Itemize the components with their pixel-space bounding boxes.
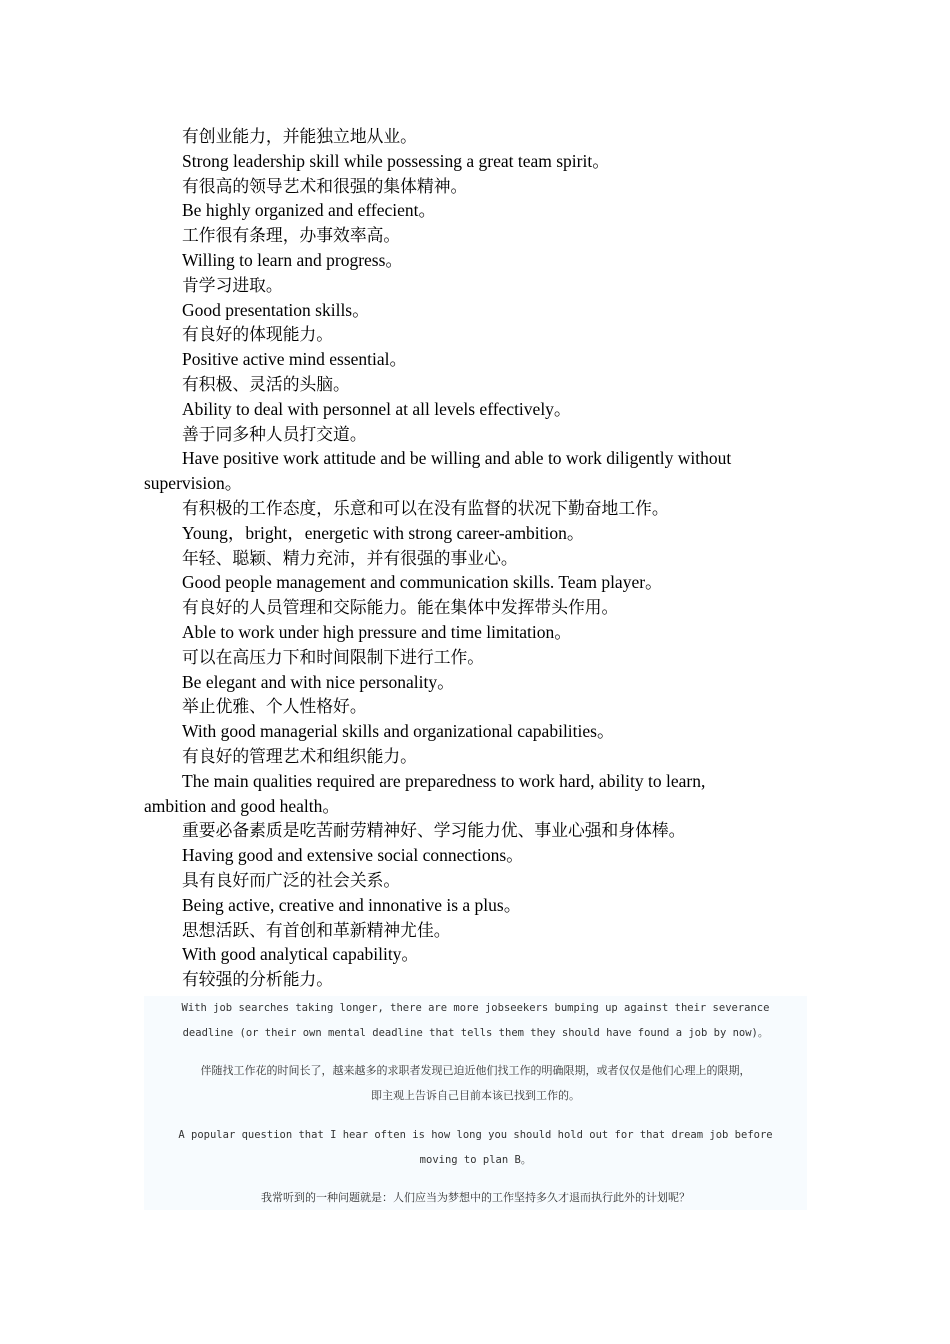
text-line: 有积极的工作态度，乐意和可以在没有监督的状况下勤奋地工作。 [182, 497, 669, 518]
text-line: 有积极、灵活的头脑。 [182, 373, 350, 394]
quote-box [144, 996, 807, 1210]
quote-line: 我常听到的一种问题就是：人们应当为梦想中的工作坚持多久才退而执行此外的计划呢？ [261, 1191, 690, 1204]
text-line: Being active, creative and innonative is a plus。 [182, 894, 522, 915]
text-line: 可以在高压力下和时间限制下进行工作。 [182, 646, 485, 667]
quote-paragraph-en-2 [144, 1123, 807, 1173]
text-line: Young，bright，energetic with strong career-ambition。 [182, 522, 585, 543]
quote-paragraph-cn-2 [144, 1185, 807, 1210]
text-line: Positive active mind essential。 [182, 349, 408, 370]
text-line: 重要必备素质是吃苦耐劳精神好、学习能力优、事业心强和身体棒。 [182, 820, 686, 841]
text-line: supervision。 [144, 473, 243, 494]
quote-line: moving to plan B。 [419, 1154, 532, 1166]
text-line: Be elegant and with nice personality。 [182, 671, 455, 692]
text-line: Strong leadership skill while possessing a great team spirit。 [182, 150, 610, 171]
text-line: With good managerial skills and organizational capabilities。 [182, 721, 615, 742]
text-line: 思想活跃、有首创和革新精神尤佳。 [182, 919, 451, 940]
text-line: 年轻、聪颖、精力充沛，并有很强的事业心。 [182, 547, 518, 568]
quote-line: 伴随找工作花的时间长了，越来越多的求职者发现已迫近他们找工作的明确限期，或者仅仅是他们心理上的限期， [200, 1064, 751, 1077]
text-line: 有良好的管理艺术和组织能力。 [182, 745, 417, 766]
text-line: 有较强的分析能力。 [182, 969, 334, 990]
text-line: Good presentation skills。 [182, 299, 370, 320]
quote-line: deadline (or their own mental deadline that tells them they should have found a job by now)。 [182, 1027, 769, 1039]
text-line: ambition and good health。 [144, 795, 340, 816]
text-line: Have positive work attitude and be willing and able to work diligently without [182, 448, 732, 469]
text-line: 善于同多种人员打交道。 [182, 423, 367, 444]
text-line: Ability to deal with personnel at all levels effectively。 [182, 398, 572, 419]
text-line: 有良好的人员管理和交际能力。能在集体中发挥带头作用。 [182, 597, 619, 618]
text-line: Willing to learn and progress。 [182, 249, 403, 270]
quote-line: 即主观上告诉自己目前本该已找到工作的。 [371, 1089, 580, 1102]
text-line: Good people management and communication skills. Team player。 [182, 572, 663, 593]
text-line: With good analytical capability。 [182, 944, 419, 965]
quote-line: A popular question that I hear often is how long you should hold out for that dream job before [178, 1129, 773, 1141]
text-line: 具有良好而广泛的社会关系。 [182, 869, 401, 890]
text-line: 工作很有条理，办事效率高。 [182, 225, 401, 246]
quote-line: With job searches taking longer, there are more jobseekers bumping up against their severance [181, 1002, 770, 1014]
text-line: Able to work under high pressure and time limitation。 [182, 621, 572, 642]
text-line: 有很高的领导艺术和很强的集体精神。 [182, 175, 468, 196]
text-line: The main qualities required are preparedness to work hard, ability to learn, [182, 770, 706, 791]
quote-paragraph-cn-1 [144, 1058, 807, 1108]
quote-paragraph-en-1 [144, 996, 807, 1046]
text-line: 举止优雅、个人性格好。 [182, 696, 367, 717]
document-body [144, 124, 808, 992]
text-line: Be highly organized and effecient。 [182, 200, 436, 221]
text-line: 肯学习进取。 [182, 274, 283, 295]
text-line: 有创业能力，并能独立地从业。 [182, 126, 417, 146]
text-line: 有良好的体现能力。 [182, 324, 334, 345]
text-line: Having good and extensive social connections。 [182, 845, 524, 866]
